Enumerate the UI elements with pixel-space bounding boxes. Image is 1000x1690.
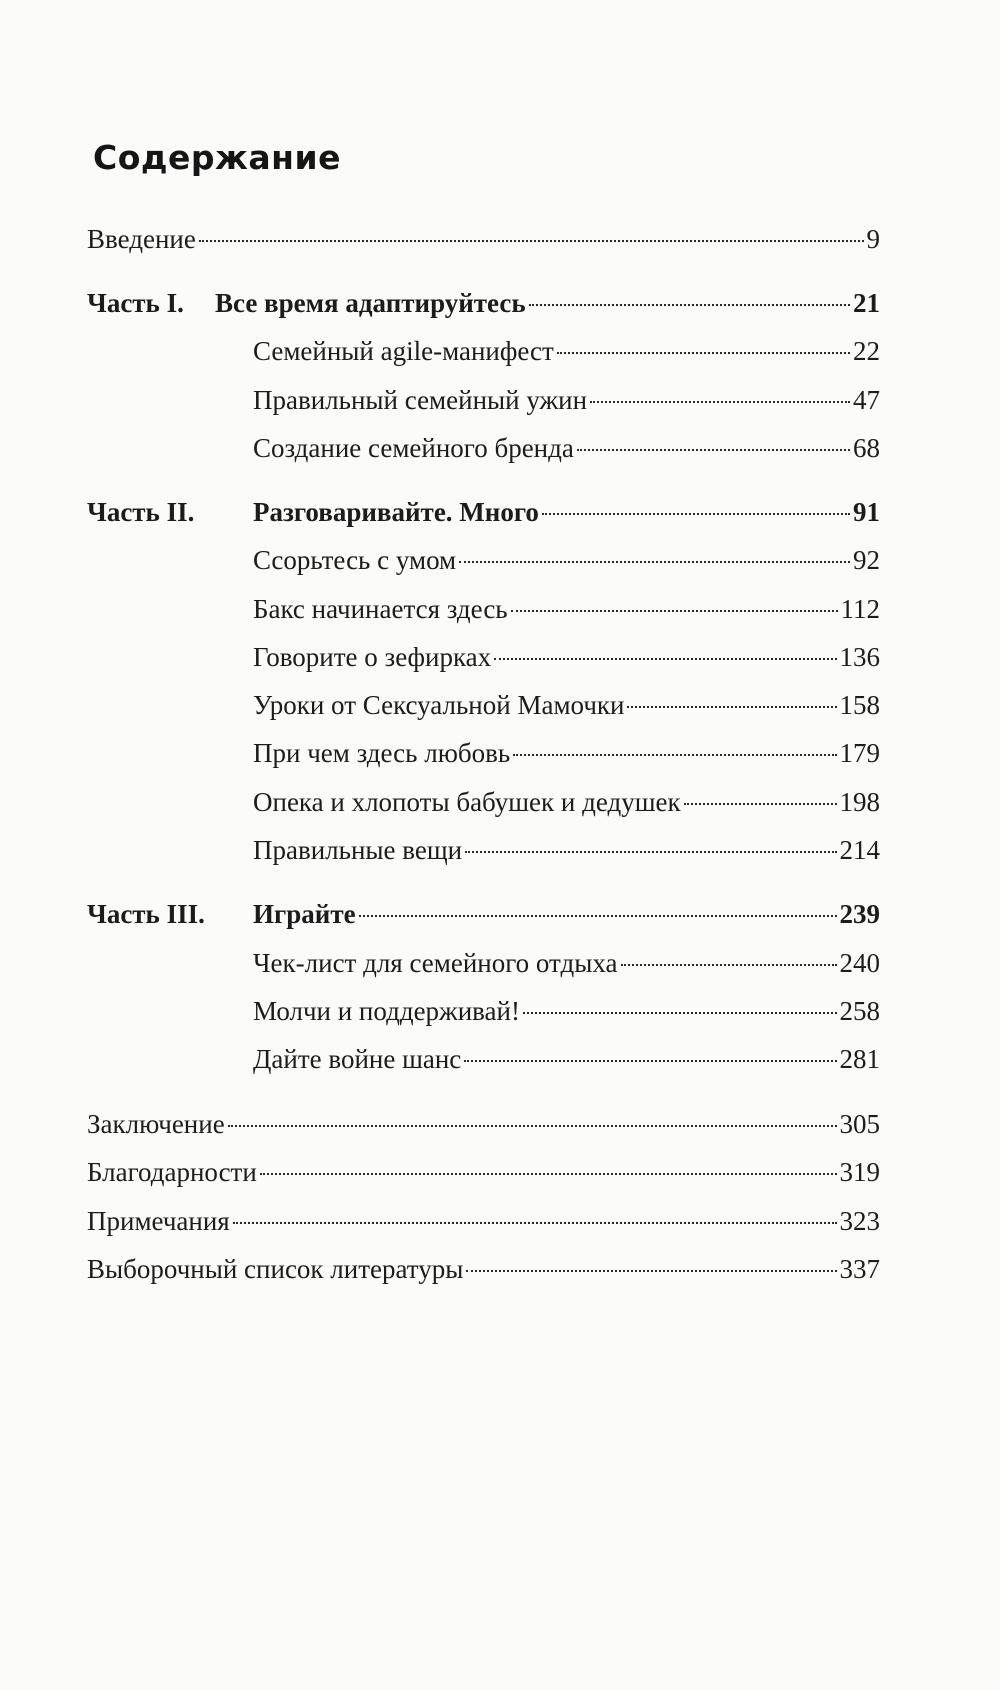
toc-entry	[253, 640, 880, 674]
toc-page-number: 21	[853, 288, 880, 318]
toc-page-number: 179	[839, 738, 880, 768]
toc-entry-label: Правильный семейный ужин	[253, 385, 588, 415]
toc-entry-label: Семейный agile-манифест	[253, 336, 554, 366]
dot-leader	[359, 915, 837, 917]
toc-entry-label: Введение	[87, 224, 196, 254]
toc-page-number: 240	[839, 948, 880, 978]
dot-leader	[621, 964, 837, 966]
toc-entry-label: Примечания	[87, 1206, 230, 1236]
toc-entry	[253, 543, 880, 577]
dot-leader	[557, 352, 850, 354]
dot-leader	[684, 803, 837, 805]
dot-leader	[590, 401, 850, 403]
toc-entry-backmatter	[87, 1107, 880, 1141]
toc-entry-label: Ссорьтесь с умом	[253, 545, 457, 575]
toc-entry-label: Чек-лист для семейного отдыха	[253, 948, 618, 978]
toc-page-number: 198	[839, 787, 880, 817]
toc-entry-label: Уроки от Сексуальной Мамочки	[253, 690, 625, 720]
toc-entry-label: Дайте войне шанс	[253, 1044, 462, 1074]
toc-entry	[253, 1042, 880, 1076]
toc-part-1	[87, 286, 880, 320]
toc-page-number: 112	[840, 594, 880, 624]
toc-entry	[253, 431, 880, 465]
dot-leader	[523, 1012, 837, 1014]
dot-leader	[465, 851, 836, 853]
toc-entry-label: Создание семейного бренда	[253, 433, 574, 463]
part-name: Разговаривайте. Много	[253, 497, 539, 527]
toc-page-number: 47	[853, 385, 880, 415]
dot-leader	[466, 1270, 836, 1272]
dot-leader	[511, 610, 838, 612]
toc-page-number: 239	[839, 899, 880, 929]
toc-page-number: 305	[839, 1109, 880, 1139]
toc-entry-intro	[87, 222, 880, 256]
dot-leader	[529, 304, 850, 306]
toc-page-number: 68	[853, 433, 880, 463]
toc-part-3	[87, 897, 880, 931]
part-name: Играйте	[253, 899, 356, 929]
dot-leader	[627, 706, 836, 708]
toc-entry-label: При чем здесь любовь	[253, 738, 511, 768]
toc-page-number: 258	[839, 996, 880, 1026]
toc-entry	[253, 833, 880, 867]
part-name: Все время адаптируйтесь	[215, 288, 526, 318]
toc-entry-label: Молчи и поддерживай!	[253, 996, 520, 1026]
dot-leader	[260, 1173, 837, 1175]
toc-entry-backmatter	[87, 1252, 880, 1286]
toc-part-2	[87, 495, 880, 529]
dot-leader	[459, 561, 850, 563]
toc-entry-label: Выборочный список литературы	[87, 1254, 464, 1284]
toc-entry-label: Заключение	[87, 1109, 225, 1139]
toc-page-number: 92	[853, 545, 880, 575]
toc-entry	[253, 736, 880, 770]
dot-leader	[199, 240, 864, 242]
dot-leader	[233, 1222, 837, 1224]
toc-entry	[253, 383, 880, 417]
toc-page-number: 9	[866, 224, 880, 254]
dot-leader	[228, 1125, 837, 1127]
toc-entry	[253, 334, 880, 368]
toc-title: Содержание	[93, 138, 341, 177]
toc-entry-backmatter	[87, 1155, 880, 1189]
toc-page-number: 281	[839, 1044, 880, 1074]
toc-entry	[253, 592, 880, 626]
toc-entry-label: Бакс начинается здесь	[253, 594, 508, 624]
toc-entry-label: Опека и хлопоты бабушек и дедушек	[253, 787, 681, 817]
dot-leader	[464, 1060, 836, 1062]
toc-page-number: 337	[839, 1254, 880, 1284]
dot-leader	[494, 658, 836, 660]
dot-leader	[542, 513, 850, 515]
toc-page-number: 323	[839, 1206, 880, 1236]
toc-entry-label: Правильные вещи	[253, 835, 463, 865]
part-number: Часть I.	[87, 288, 184, 318]
toc-entry-label: Говорите о зефирках	[253, 642, 492, 672]
toc-entry	[253, 946, 880, 980]
part-number: Часть II.	[87, 497, 195, 527]
toc-entry	[253, 994, 880, 1028]
toc-entry-backmatter	[87, 1204, 880, 1238]
toc-entry	[253, 785, 880, 819]
toc-page-number: 91	[853, 497, 880, 527]
toc-page-number: 136	[839, 642, 880, 672]
dot-leader	[513, 754, 836, 756]
toc-page-number: 158	[839, 690, 880, 720]
dot-leader	[577, 449, 850, 451]
toc-entry	[253, 688, 880, 722]
toc-page-number: 22	[853, 336, 880, 366]
toc-page-number: 214	[839, 835, 880, 865]
toc-page-number: 319	[839, 1157, 880, 1187]
toc-entry-label: Благодарности	[87, 1157, 257, 1187]
part-number: Часть III.	[87, 899, 205, 929]
